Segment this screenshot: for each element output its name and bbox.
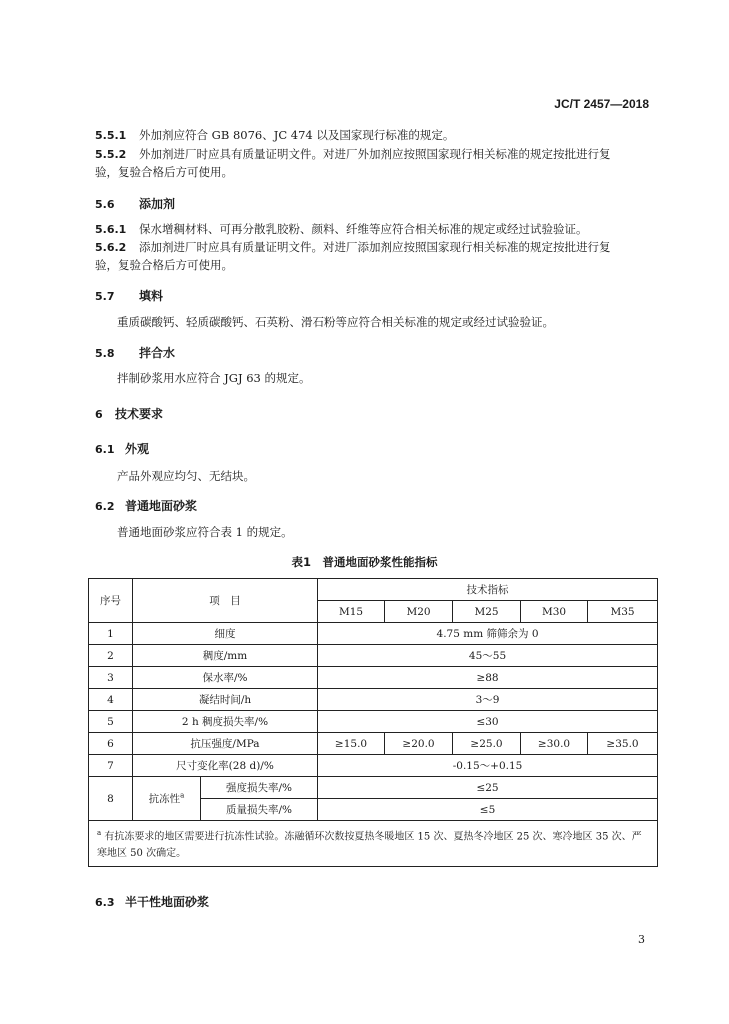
heading-title: 填料 xyxy=(139,289,164,303)
clause-number: 5.5.2 xyxy=(95,148,127,161)
heading-6-3 xyxy=(95,893,209,910)
clause-number: 5.5.1 xyxy=(95,129,127,142)
row-no: 4 xyxy=(89,689,133,711)
grade-m20: M20 xyxy=(385,601,453,623)
frost-sub-strength: 强度损失率/% xyxy=(201,777,318,799)
row-value: 3～9 xyxy=(318,689,658,711)
row-value: 4.75 mm 筛筛余为 0 xyxy=(318,623,658,645)
heading-title: 普通地面砂浆 xyxy=(125,499,198,513)
heading-5-7 xyxy=(95,287,163,304)
row-item: 细度 xyxy=(133,623,318,645)
heading-number: 5.6 xyxy=(95,198,115,211)
heading-number: 6 xyxy=(95,408,103,421)
clause-5-5-1 xyxy=(95,127,454,144)
clause-text: 外加剂进厂时应具有质量证明文件。对进厂外加剂应按照国家现行相关标准的规定按批进行复 xyxy=(139,147,611,161)
heading-number: 5.7 xyxy=(95,290,115,303)
clause-5-7-text: 重质碳酸钙、轻质碳酸钙、石英粉、滑石粉等应符合相关标准的规定或经过试验验证。 xyxy=(117,315,554,329)
table-row xyxy=(89,667,658,689)
heading-title: 半干性地面砂浆 xyxy=(125,895,210,909)
grade-m15: M15 xyxy=(318,601,385,623)
row-value: -0.15～+0.15 xyxy=(318,755,658,777)
strength-m25: ≥25.0 xyxy=(453,733,521,755)
row-item: 2 h 稠度损失率/% xyxy=(133,711,318,733)
frost-item xyxy=(133,777,201,821)
row-no: 5 xyxy=(89,711,133,733)
note-text: 有抗冻要求的地区需要进行抗冻性试验。冻融循环次数按夏热冬暖地区 15 次、夏热冬冷地区 25 次、寒冷地区 35 次、严寒地区 50 次确定。 xyxy=(97,831,642,860)
page-number: 3 xyxy=(638,933,645,946)
clause-number: 5.6.1 xyxy=(95,223,127,236)
clause-text: 保水增稠材料、可再分散乳胶粉、颜料、纤维等应符合相关标准的规定或经过试验验证。 xyxy=(139,222,588,236)
heading-number: 6.1 xyxy=(95,443,115,456)
grade-m35: M35 xyxy=(588,601,658,623)
row-no: 7 xyxy=(89,755,133,777)
grade-m30: M30 xyxy=(521,601,588,623)
row-item: 尺寸变化率(28 d)/% xyxy=(133,755,318,777)
row-item: 保水率/% xyxy=(133,667,318,689)
heading-number: 6.2 xyxy=(95,500,115,513)
table-row xyxy=(89,623,658,645)
row-value: 45～55 xyxy=(318,645,658,667)
row-value: ≤30 xyxy=(318,711,658,733)
strength-m35: ≥35.0 xyxy=(588,733,658,755)
clause-5-6-2 xyxy=(95,239,611,256)
clause-5-5-2-cont: 验，复验合格后方可使用。 xyxy=(95,165,233,179)
heading-5-8 xyxy=(95,344,175,361)
clause-5-6-2-cont: 验，复验合格后方可使用。 xyxy=(95,258,233,272)
table-caption: 表1 普通地面砂浆性能指标 xyxy=(291,555,438,569)
heading-title: 添加剂 xyxy=(139,197,176,211)
clause-6-1-text: 产品外观应均匀、无结块。 xyxy=(117,469,255,483)
clause-number: 5.6.2 xyxy=(95,241,127,254)
heading-6-2 xyxy=(95,497,197,514)
row-no: 8 xyxy=(89,777,133,821)
heading-title: 拌合水 xyxy=(139,346,176,360)
table-header-row xyxy=(89,579,658,601)
table-note-row xyxy=(89,821,658,867)
table-note xyxy=(89,821,658,867)
table-row xyxy=(89,645,658,667)
clause-5-5-2 xyxy=(95,146,611,163)
heading-6-1 xyxy=(95,440,149,457)
note-mark: a xyxy=(97,829,102,837)
heading-title: 外观 xyxy=(125,442,150,456)
header-item: 项 目 xyxy=(133,579,318,623)
clause-text: 外加剂应符合 GB 8076、JC 474 以及国家现行标准的规定。 xyxy=(139,128,455,142)
strength-m20: ≥20.0 xyxy=(385,733,453,755)
clause-5-8-text: 拌制砂浆用水应符合 JGJ 63 的规定。 xyxy=(117,371,311,385)
clause-5-6-1 xyxy=(95,221,588,238)
clause-6-2-text: 普通地面砂浆应符合表 1 的规定。 xyxy=(117,525,293,539)
row-item: 抗压强度/MPa xyxy=(133,733,318,755)
heading-number: 5.8 xyxy=(95,347,115,360)
row-no: 1 xyxy=(89,623,133,645)
header-no: 序号 xyxy=(89,579,133,623)
table-row-frost-1 xyxy=(89,777,658,799)
clause-text: 添加剂进厂时应具有质量证明文件。对进厂添加剂应按照国家现行相关标准的规定按批进行复 xyxy=(139,240,611,254)
strength-m30: ≥30.0 xyxy=(521,733,588,755)
row-value: ≥88 xyxy=(318,667,658,689)
table-row xyxy=(89,711,658,733)
heading-5-6 xyxy=(95,195,175,212)
strength-m15: ≥15.0 xyxy=(318,733,385,755)
heading-number: 6.3 xyxy=(95,896,115,909)
frost-val-mass: ≤5 xyxy=(318,799,658,821)
standard-code: JC/T 2457—2018 xyxy=(554,97,649,111)
frost-sub-mass: 质量损失率/% xyxy=(201,799,318,821)
row-item: 稠度/mm xyxy=(133,645,318,667)
heading-6 xyxy=(95,405,163,422)
performance-table xyxy=(88,578,658,867)
row-no: 6 xyxy=(89,733,133,755)
table-row xyxy=(89,755,658,777)
row-item: 凝结时间/h xyxy=(133,689,318,711)
table-row-strength xyxy=(89,733,658,755)
table-row xyxy=(89,689,658,711)
heading-title: 技术要求 xyxy=(115,407,164,421)
header-spec: 技术指标 xyxy=(318,579,658,601)
grade-m25: M25 xyxy=(453,601,521,623)
row-no: 3 xyxy=(89,667,133,689)
row-no: 2 xyxy=(89,645,133,667)
footnote-mark: a xyxy=(180,791,185,800)
frost-val-strength: ≤25 xyxy=(318,777,658,799)
frost-label: 抗冻性 xyxy=(148,793,181,805)
